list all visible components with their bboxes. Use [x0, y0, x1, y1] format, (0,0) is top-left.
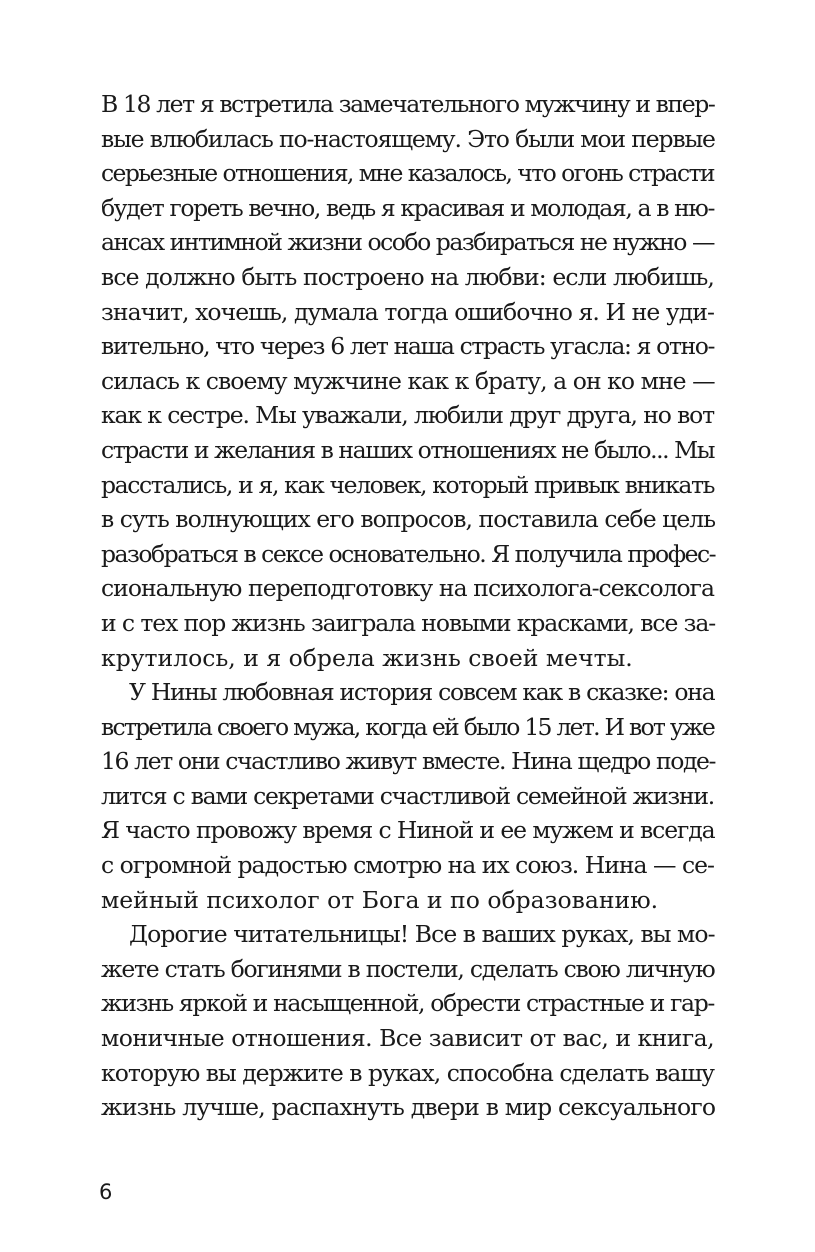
text-line: силась к своему мужчине как к брату, а он ко мне — [101, 366, 715, 395]
text-line: вительно, что через 6 лет наша страсть угасла: я отно- [101, 332, 714, 361]
page-number: 6 [99, 1180, 113, 1204]
text-line: ансах интимной жизни особо разбираться не нужно — [101, 228, 714, 257]
text-line: сиональную переподготовку на психолога-сексолога [101, 574, 714, 603]
body-text [101, 87, 714, 1125]
text-line: расстались, и я, как человек, который привык вникать [101, 470, 714, 499]
paragraph-2 [101, 675, 714, 917]
text-line: мейный психолог от Бога и по образованию. [101, 885, 659, 914]
text-line: крутилось, и я обрела жизнь своей мечты. [101, 643, 633, 672]
paragraph-1 [101, 87, 714, 675]
text-line: Я часто провожу время с Ниной и ее мужем и всегда [101, 816, 715, 845]
text-line: жизнь яркой и насыщенной, обрести страстные и гар- [101, 989, 714, 1018]
text-line: значит, хочешь, думала тогда ошибочно я. И не уди- [101, 297, 714, 326]
text-line: с огромной радостью смотрю на их союз. Нина — се- [101, 851, 714, 880]
text-line: встретила своего мужа, когда ей было 15 лет. И вот уже [101, 712, 714, 741]
text-line: в суть волнующих его вопросов, поставила себе цель [101, 505, 716, 534]
text-line: 16 лет они счастливо живут вместе. Нина щедро поде- [101, 747, 716, 776]
text-line: моничные отношения. Все зависит от вас, и книга, [101, 1024, 714, 1053]
text-line: как к сестре. Мы уважали, любили друг друга, но вот [101, 401, 714, 430]
text-line: В 18 лет я встретила замечательного мужчину и впер- [101, 90, 715, 118]
text-line: будет гореть вечно, ведь я красивая и молодая, а в ню- [101, 193, 714, 222]
text-line: серьезные отношения, мне казалось, что огонь страсти [101, 159, 714, 188]
text-line: Дорогие читательницы! Все в ваших руках, вы мо- [129, 920, 715, 949]
text-line: жете стать богинями в постели, сделать свою личную [101, 954, 715, 983]
text-line: страсти и желания в наших отношениях не было... Мы [101, 435, 715, 464]
text-line: все должно быть построено на любви: если любишь, [101, 262, 714, 291]
text-line: разобраться в сексе основательно. Я получила профес- [101, 539, 716, 568]
paragraph-3 [101, 917, 714, 1125]
text-line: жизнь лучше, распахнуть двери в мир сексуального [101, 1093, 716, 1122]
text-line: которую вы держите в руках, способна сделать вашу [101, 1058, 714, 1087]
text-line: вые влюбилась по-настоящему. Это были мои первые [101, 124, 715, 153]
text-line: У Нины любовная история совсем как в сказке: она [129, 678, 715, 707]
text-line: и с тех пор жизнь заиграла новыми красками, все за- [101, 608, 716, 637]
text-line: лится с вами секретами счастливой семейной жизни. [101, 781, 714, 810]
